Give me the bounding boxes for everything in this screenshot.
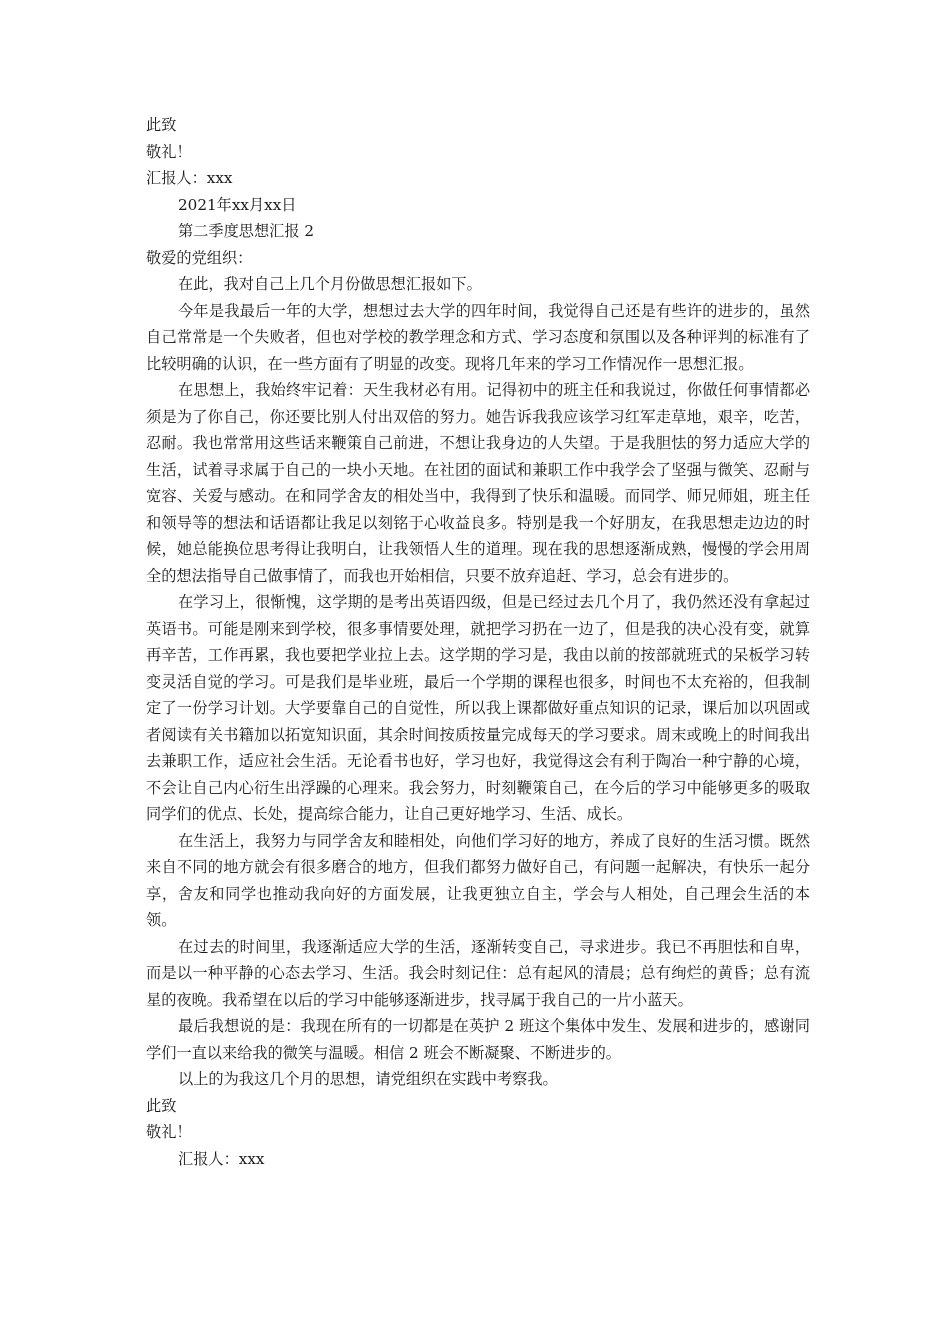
paragraph-thought: 在思想上，我始终牢记着：天生我材必有用。记得初中的班主任和我说过，你做任何事情都必须是为了你自己，你还要比别人付出双倍的努力。她告诉我我应该学习红军走草地，艰辛，吃苦，忍耐。我也常常用这些话来鞭策自己前进，不想让我身边的人失望。于是我胆怯的努力适应大学的生活，试着寻求属于自己的一块小天地。在社团的面试和兼职工作中我学会了坚强与微笑、忍耐与宽容、关爱与感动。在和同学舍友的相处当中，我得到了快乐和温暖。而同学、师兄师姐，班主任和领导等的想法和话语都让我足以刻铭于心收益良多。特别是我一个好朋友，在我思想走边边的时候，她总能换位思考得让我明白，让我领悟人生的道理。现在我的思想逐渐成熟，慢慢的学会用周全的想法指导自己做事情了，而我也开始相信，只要不放弃追赶、学习，总会有进步的。: [146, 381, 810, 585]
paragraph-study: 在学习上，很惭愧，这学期的是考出英语四级，但是已经过去几个月了，我仍然还没有拿起过英语书。可能是刚来到学校，很多事情要处理，就把学习扔在一边了，但是我的决心没有变，就算再辛苦，工作再累，我也要把学业拉上去。这学期的学习是，我由以前的按部就班式的呆板学习转变灵活自觉的学习。可是我们是毕业班，最后一个学期的课程也很多，时间也不太充裕的，但我制定了一份学习计划。大学要靠自己的自觉性，所以我上课都做好重点知识的记录，课后加以巩固或者阅读有关书籍加以拓宽知识面，其余时间按质按量完成每天的学习要求。周末或晚上的时间我出去兼职工作，适应社会生活。无论看书也好，学习也好，我觉得这会有利于陶冶一种宁静的心境，不会让自己内心衍生出浮躁的心理来。我会努力，时刻鞭策自己，在今后的学习中能够更多的吸取同学们的优点、长处，提高综合能力，让自己更好地学习、生活、成长。: [146, 593, 810, 823]
paragraph-final: 最后我想说的是：我现在所有的一切都是在英护 2 班这个集体中发生、发展和进步的，感谢同学们一直以来给我的微笑与温暖。相信 2 班会不断凝聚、不断进步的。: [146, 1017, 810, 1062]
greeting-line: 敬爱的党组织：: [146, 248, 253, 267]
salute-line: 敬礼！: [146, 142, 192, 161]
salute-line: 敬礼！: [146, 1123, 192, 1141]
paragraph-intro: 在此，我对自己上几个月份做思想汇报如下。: [178, 275, 482, 293]
paragraph-progress: 在过去的时间里，我逐渐适应大学的生活，逐渐转变自己，寻求进步。我已不再胆怯和自卑，而是以一种平静的心态去学习、生活。我会时刻记住：总有起风的清晨；总有绚烂的黄昏；总有流星的夜晚。我希望在以后的学习中能够逐渐进步，找寻属于我自己的一片小蓝天。: [146, 937, 810, 1009]
closing-line: 此致: [146, 1096, 177, 1115]
paragraph-overview: 今年是我最后一年的大学，想想过去大学的四年时间，我觉得自己还是有些许的进步的，虽然自己常常是一个失败者，但也对学校的教学理念和方式、学习态度和氛围以及各种评判的标准有了比较明确的认识，在一些方面有了明显的改变。现将几年来的学习工作情况作一思想汇报。: [146, 301, 810, 373]
document-title: 第二季度思想汇报 2: [178, 222, 314, 240]
document-page: [146, 112, 810, 1172]
reporter-line: 汇报人：xxx: [178, 1149, 265, 1168]
date-line: 2021年xx月xx日: [178, 195, 297, 214]
closing-line: 此致: [146, 116, 177, 134]
reporter-line: 汇报人：xxx: [146, 169, 233, 187]
paragraph-life: 在生活上，我努力与同学舍友和睦相处，向他们学习好的地方，养成了良好的生活习惯。既然来自不同的地方就会有很多磨合的地方，但我们都努力做好自己，有问题一起解决，有快乐一起分享，舍友和同学也推动我向好的方面发展，让我更独立自主，学会与人相处，自己理会生活的本领。: [146, 831, 810, 929]
paragraph-conclusion: 以上的为我这几个月的思想，请党组织在实践中考察我。: [178, 1070, 558, 1088]
